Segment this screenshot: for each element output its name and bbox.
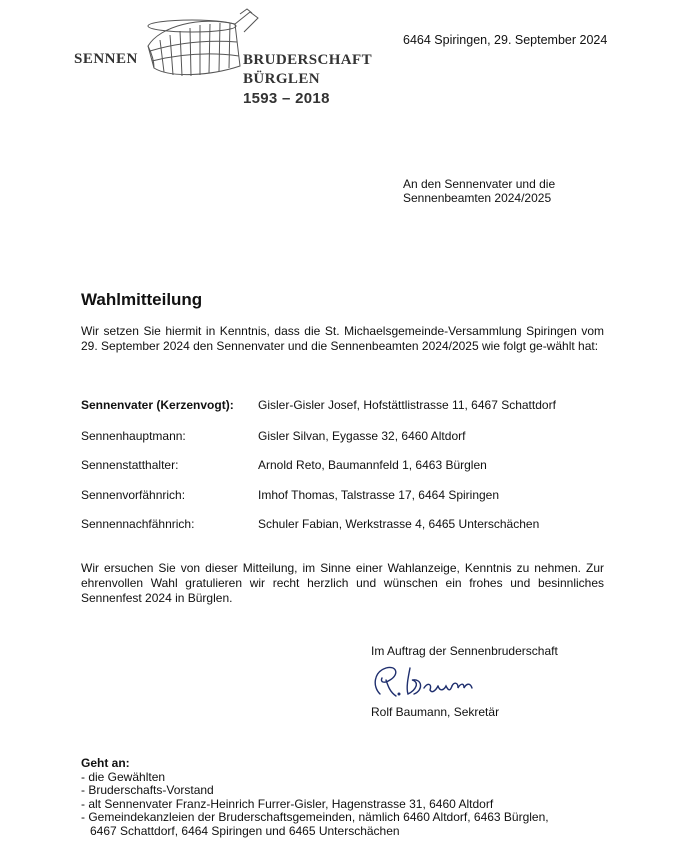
distribution-item: - die Gewählten bbox=[81, 769, 166, 784]
distribution-item: - alt Sennenvater Franz-Heinrich Furrer-Gisler, Hagenstrasse 31, 6460 Altdorf bbox=[81, 796, 494, 811]
distribution-item-continued-text: 6467 Schattdorf, 6464 Spiringen und 6465 Unterschächen bbox=[90, 823, 400, 838]
intro-paragraph: Wir setzen Sie hiermit in Kenntnis, dass die St. Michaelsgemeinde-Versammlung Spiringen vom 29. September 2024 den Sennenvater und die Sennenbeamten 2024/2025 wie folgt ge-wählt hat: bbox=[81, 324, 604, 353]
officer-name: Gisler Silvan, Eygasse 32, 6460 Altdorf bbox=[258, 429, 466, 443]
distribution-item-continued bbox=[81, 825, 549, 839]
officer-name: Gisler-Gisler Josef, Hofstättlistrasse 11, 6467 Schattdorf bbox=[258, 398, 556, 412]
logo-years: 1593 – 2018 bbox=[243, 90, 330, 107]
officer-role: Sennenvater (Kerzenvogt): bbox=[81, 398, 234, 412]
recipient-line-2: Sennenbeamten 2024/2025 bbox=[403, 191, 552, 205]
officer-role: Sennennachfähnrich: bbox=[81, 517, 195, 531]
recipient-address bbox=[403, 177, 555, 205]
officer-name: Schuler Fabian, Werkstrasse 4, 6465 Unterschächen bbox=[258, 517, 540, 531]
officer-role: Sennenstatthalter: bbox=[81, 458, 179, 472]
letter-title: Wahlmitteilung bbox=[81, 290, 203, 309]
recipient-line-1: An den Sennenvater und die bbox=[403, 177, 556, 191]
signatory-name: Rolf Baumann, Sekretär bbox=[371, 705, 500, 719]
distribution-list bbox=[81, 757, 549, 839]
logo-text-right bbox=[243, 51, 372, 108]
on-behalf-line: Im Auftrag der Sennenbruderschaft bbox=[371, 644, 558, 658]
officer-name: Arnold Reto, Baumannfeld 1, 6463 Bürglen bbox=[258, 458, 487, 472]
distribution-item: - Gemeindekanzleien der Bruderschaftsgemeinden, nämlich 6460 Altdorf, 6463 Bürglen, bbox=[81, 810, 549, 825]
closing-paragraph: Wir ersuchen Sie von dieser Mitteilung, im Sinne einer Wahlanzeige, Kenntnis zu nehmen. Zur ehrenvollen Wahl gratulieren wir recht herzlich und wünschen ein frohes und besinnliches Sennenfest 2024 in Bürglen. bbox=[81, 561, 604, 605]
place-date: 6464 Spiringen, 29. September 2024 bbox=[403, 33, 608, 47]
distribution-title: Geht an: bbox=[81, 756, 130, 770]
logo-text-left: SENNEN bbox=[74, 51, 138, 67]
officer-role: Sennenhauptmann: bbox=[81, 429, 186, 443]
handwritten-signature bbox=[366, 660, 486, 702]
logo-line-buerglen: BÜRGLEN bbox=[243, 71, 320, 87]
distribution-item: - Bruderschafts-Vorstand bbox=[81, 783, 214, 798]
officer-name: Imhof Thomas, Talstrasse 17, 6464 Spiringen bbox=[258, 488, 500, 502]
officer-role: Sennenvorfähnrich: bbox=[81, 488, 186, 502]
logo-line-bruderschaft: BRUDERSCHAFT bbox=[243, 52, 372, 68]
